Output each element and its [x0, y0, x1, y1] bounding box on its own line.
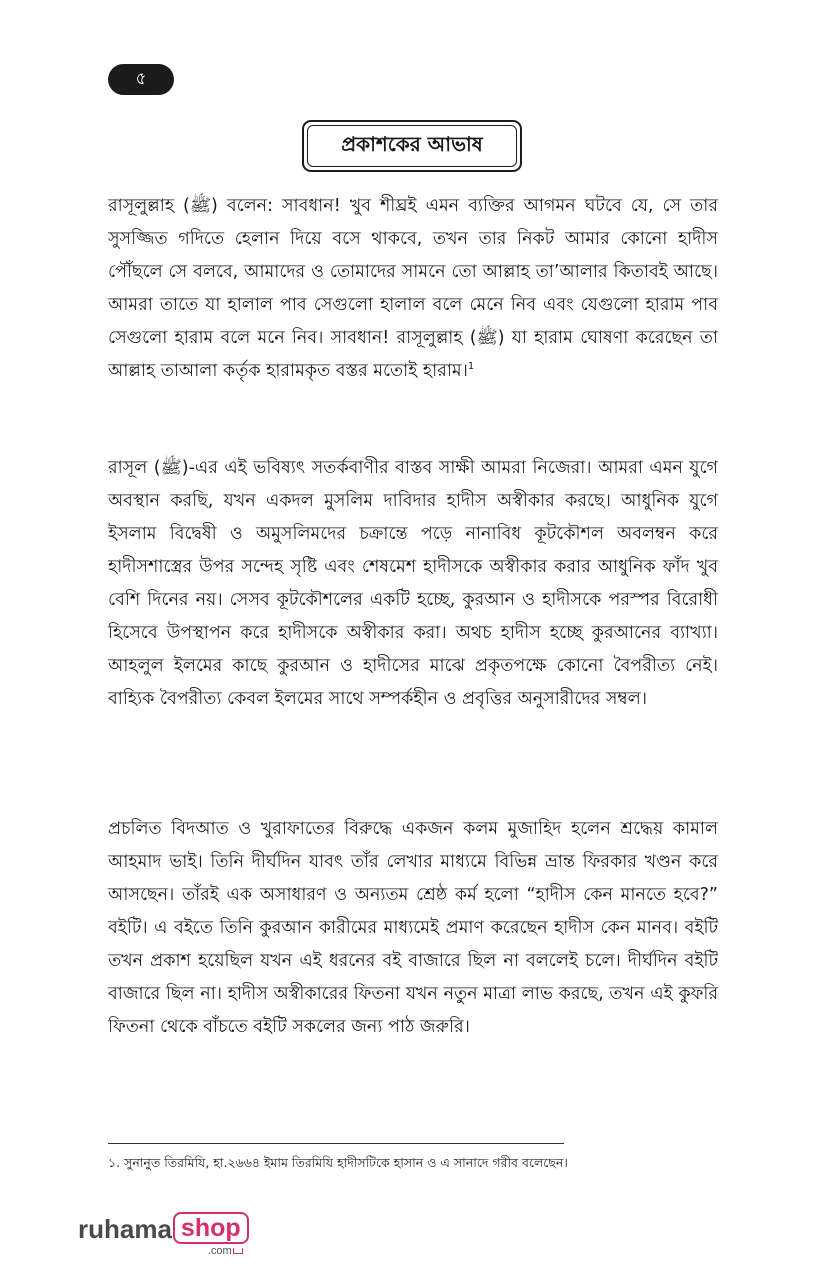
logo-shop-text: shop: [180, 1214, 241, 1242]
logo-suffix-text: .com: [207, 1245, 232, 1257]
paragraph-text: রাসূলুল্লাহ (ﷺ) বলেন: সাবধান! খুব শীঘ্রই এমন ব্যক্তির আগমন ঘটবে যে, সে তার সুসজ্জিত গদিতে হেলান দিয়ে বসে থাকবে, তখন তার নিকট আমার কোনো হাদীস পৌঁছলে সে বলবে, আমাদের ও তোমাদের সামনে তো আল্লাহ তা’আলার কিতাবই আছে। আমরা তাতে যা হালাল পাব সেগুলো হালাল বলে মেনে নিব এবং যেগুলো হারাম পাব সেগুলো হারাম বলে মনে নিব। সাবধান! রাসূলুল্লাহ (ﷺ) যা হারাম ঘোষণা করেছেন তা আল্লাহ তাআলা কর্তৃক হারামকৃত বস্তর মতোই হারাম।: [108, 196, 718, 381]
paragraph-text: প্রচলিত বিদআত ও খুরাফাতের বিরুদ্ধে একজন কলম মুজাহিদ হলেন শ্রদ্ধেয় কামাল আহমাদ ভাই। তিনি দীর্ঘদিন যাবৎ তাঁর লেখার মাধ্যমে বিভিন্ন ভ্রান্ত ফিরকার খণ্ডন করে আসছেন। তাঁরই এক অসাধারণ ও অন্যতম শ্রেষ্ঠ কর্ম হলো “হাদীস কেন মানতে হবে?” বইটি। এ বইতে তিনি কুরআন কারীমের মাধ্যমেই প্রমাণ করেছেন হাদীস কেন মানব। বইটি তখন প্রকাশ হয়েছিল যখন এই ধরনের বই বাজারে ছিল না বললেই চলে। দীর্ঘদিন বইটি বাজারে ছিল না। হাদীস অস্বীকারের ফিতনা যখন নতুন মাত্রা লাভ করছে, তখন এই কুফরি ফিতনা থেকে বাঁচতে বইটি সকলের জন্য পাঠ জরুরি।: [108, 819, 718, 1037]
logo-shop-badge: [173, 1212, 249, 1257]
footnote-divider: [108, 1143, 564, 1144]
cart-icon: [233, 1248, 243, 1254]
logo-domain-suffix: [208, 1245, 243, 1257]
paragraph-book-intro: [108, 813, 718, 1044]
footnote-reference: 1: [467, 361, 475, 373]
paragraph-text: রাসূল (ﷺ)-এর এই ভবিষ্যৎ সতর্কবাণীর বাস্তব সাক্ষী আমরা নিজেরা। আমরা এমন যুগে অবস্থান করছি, যখন একদল মুসলিম দাবিদার হাদীস অস্বীকার করছে। আধুনিক যুগে ইসলাম বিদ্বেষী ও অমুসলিমদের চক্রান্তে পড়ে নানাবিধ কূটকৌশল অবলম্বন করে হাদীসশাস্ত্রের উপর সন্দেহ সৃষ্টি এবং শেষমেশ হাদীসকে অস্বীকার করার আধুনিক ফাঁদ খুব বেশি দিনের নয়। সেসব কূটকৌশলের একটি হচ্ছে, কুরআন ও হাদীসকে পরস্পর বিরোধী হিসেবে উপস্থাপন করে হাদীসকে অস্বীকার করা। অথচ হাদীস হচ্ছে কুরআনের ব্যাখ্যা। আহলুল ইলমের কাছে কুরআন ও হাদীসের মাঝে প্রকৃতপক্ষে কোনো বৈপরীত্য নেই। বাহ্যিক বৈপরীত্য কেবল ইলমের সাথে সম্পর্কহীন ও প্রবৃত্তির অনুসারীদের সম্বল।: [108, 458, 718, 709]
chapter-title: প্রকাশকের আভাষ: [307, 125, 517, 167]
logo-word: ruhama: [78, 1214, 172, 1244]
paragraph-warning: [108, 452, 718, 716]
ruhama-shop-logo: [78, 1212, 249, 1256]
page-number: ৫: [108, 64, 174, 95]
chapter-title-frame: [302, 120, 522, 172]
footnote: ১. সুনানুত তিরমিযি, হা.২৬৬৪ ইমাম তিরমিযি হাদীসটিকে হাসান ও এ সানাদে গরীব বলেছেন।: [108, 1155, 568, 1170]
paragraph-hadith-quote: [108, 190, 718, 388]
